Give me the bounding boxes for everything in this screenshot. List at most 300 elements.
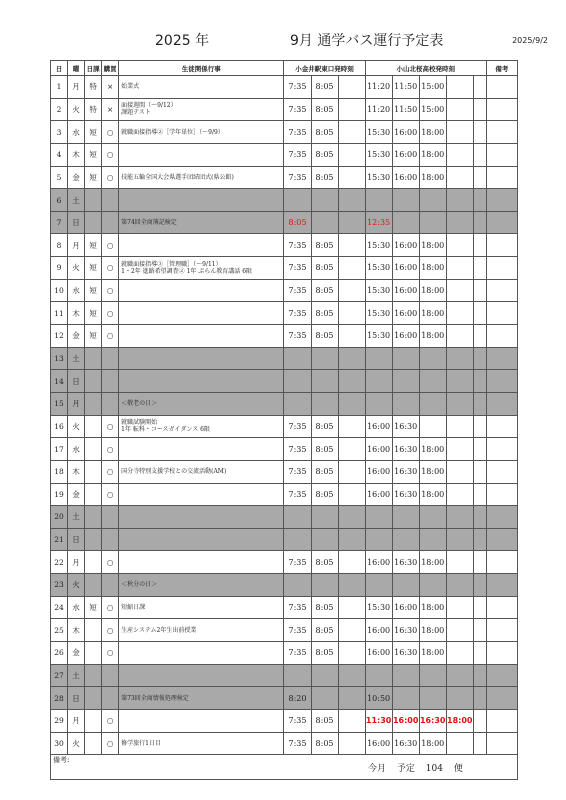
- class-type-cell: [85, 460, 102, 483]
- time-cell: [338, 574, 365, 597]
- day-cell: 26: [51, 642, 68, 665]
- class-type-cell: [85, 438, 102, 461]
- time-cell: [446, 687, 473, 710]
- time-cell: [284, 664, 311, 687]
- issue-date: 2025/9/2: [512, 36, 548, 45]
- remarks-cell: [486, 370, 517, 393]
- weekday-cell: 木: [68, 460, 85, 483]
- event-cell: 第74回全商簿記検定: [119, 211, 284, 234]
- weekday-cell: 火: [68, 415, 85, 438]
- time-cell: 11:30: [365, 709, 392, 732]
- time-cell: [473, 98, 486, 121]
- time-cell: 18:00: [419, 121, 446, 144]
- event-cell: 始業式: [119, 76, 284, 99]
- time-cell: [473, 438, 486, 461]
- time-cell: 8:05: [311, 257, 338, 280]
- class-type-cell: 短: [85, 596, 102, 619]
- lunch-cell: ○: [102, 279, 119, 302]
- time-cell: 15:30: [365, 257, 392, 280]
- time-cell: 18:00: [419, 234, 446, 257]
- time-cell: [473, 664, 486, 687]
- time-cell: 16:30: [392, 438, 419, 461]
- event-cell: [119, 483, 284, 506]
- time-cell: 18:00: [419, 551, 446, 574]
- remarks-cell: [486, 619, 517, 642]
- time-cell: 18:00: [419, 483, 446, 506]
- event-cell: 修学旅行1日目: [119, 732, 284, 755]
- weekday-cell: 木: [68, 143, 85, 166]
- time-cell: [338, 551, 365, 574]
- day-cell: 10: [51, 279, 68, 302]
- time-cell: [311, 189, 338, 212]
- weekday-cell: 木: [68, 619, 85, 642]
- lunch-cell: ○: [102, 438, 119, 461]
- time-cell: 7:35: [284, 732, 311, 755]
- time-cell: [473, 325, 486, 348]
- lunch-cell: ○: [102, 732, 119, 755]
- lunch-cell: [102, 347, 119, 370]
- time-cell: 18:00: [419, 325, 446, 348]
- day-cell: 3: [51, 121, 68, 144]
- time-cell: [284, 347, 311, 370]
- time-cell: 10:50: [365, 687, 392, 710]
- weekday-cell: 火: [68, 732, 85, 755]
- col-events: 生徒関係行事: [119, 61, 284, 76]
- lunch-cell: ○: [102, 709, 119, 732]
- event-cell: 生産システム2年生出前授業: [119, 619, 284, 642]
- lunch-cell: ○: [102, 325, 119, 348]
- event-cell: [119, 438, 284, 461]
- time-cell: 16:00: [365, 732, 392, 755]
- class-type-cell: [85, 483, 102, 506]
- time-cell: [311, 370, 338, 393]
- time-cell: [392, 189, 419, 212]
- time-cell: 18:00: [419, 166, 446, 189]
- time-cell: 18:00: [419, 302, 446, 325]
- table-row: [51, 76, 518, 99]
- time-cell: 8:05: [311, 279, 338, 302]
- time-cell: [473, 574, 486, 597]
- time-cell: 11:20: [365, 76, 392, 99]
- time-cell: 15:30: [365, 596, 392, 619]
- time-cell: 8:05: [311, 98, 338, 121]
- class-type-cell: 短: [85, 121, 102, 144]
- class-type-cell: [85, 574, 102, 597]
- time-cell: [392, 687, 419, 710]
- time-cell: [446, 415, 473, 438]
- weekday-cell: 月: [68, 551, 85, 574]
- time-cell: 8:05: [311, 551, 338, 574]
- event-cell: [119, 664, 284, 687]
- time-cell: 7:35: [284, 143, 311, 166]
- remarks-cell: [486, 438, 517, 461]
- time-cell: 16:00: [365, 415, 392, 438]
- time-cell: 7:35: [284, 257, 311, 280]
- weekday-cell: 木: [68, 302, 85, 325]
- time-cell: [446, 551, 473, 574]
- time-cell: [419, 211, 446, 234]
- time-cell: [473, 257, 486, 280]
- time-cell: 11:20: [365, 98, 392, 121]
- time-cell: [446, 98, 473, 121]
- class-type-cell: 短: [85, 325, 102, 348]
- day-cell: 30: [51, 732, 68, 755]
- day-cell: 22: [51, 551, 68, 574]
- time-cell: [365, 528, 392, 551]
- time-cell: 18:00: [419, 257, 446, 280]
- table-row: [51, 166, 518, 189]
- class-type-cell: 短: [85, 257, 102, 280]
- col-day: 日: [51, 61, 68, 76]
- time-cell: [473, 143, 486, 166]
- col-oyama: 小山北桜高校発時刻: [365, 61, 486, 76]
- time-cell: 15:30: [365, 279, 392, 302]
- time-cell: 8:05: [311, 709, 338, 732]
- trip-count: 104: [425, 764, 443, 774]
- time-cell: 12:35: [365, 211, 392, 234]
- time-cell: [392, 392, 419, 415]
- weekday-cell: 水: [68, 596, 85, 619]
- class-type-cell: [85, 687, 102, 710]
- time-cell: 16:30: [392, 415, 419, 438]
- lunch-cell: [102, 528, 119, 551]
- remarks-cell: [486, 279, 517, 302]
- time-cell: [338, 76, 365, 99]
- time-cell: 16:30: [392, 483, 419, 506]
- class-type-cell: [85, 528, 102, 551]
- time-cell: [473, 506, 486, 529]
- weekday-cell: 火: [68, 98, 85, 121]
- time-cell: [392, 528, 419, 551]
- time-cell: [311, 664, 338, 687]
- class-type-cell: 短: [85, 279, 102, 302]
- time-cell: [473, 211, 486, 234]
- time-cell: 15:00: [419, 76, 446, 99]
- time-cell: [338, 438, 365, 461]
- table-row: [51, 528, 518, 551]
- time-cell: 8:05: [311, 460, 338, 483]
- time-cell: 8:05: [311, 415, 338, 438]
- time-cell: 7:35: [284, 234, 311, 257]
- plan-label: 予定: [396, 764, 415, 774]
- time-cell: [338, 392, 365, 415]
- lunch-cell: [102, 392, 119, 415]
- lunch-cell: ×: [102, 76, 119, 99]
- table-row: [51, 483, 518, 506]
- time-cell: 15:30: [365, 302, 392, 325]
- time-cell: 18:00: [419, 438, 446, 461]
- event-cell: [119, 234, 284, 257]
- col-koganei: 小金井駅東口発時刻: [284, 61, 365, 76]
- time-cell: [338, 279, 365, 302]
- time-cell: [473, 732, 486, 755]
- time-cell: 16:00: [392, 121, 419, 144]
- time-cell: 7:35: [284, 642, 311, 665]
- time-cell: [419, 506, 446, 529]
- time-cell: 18:00: [419, 143, 446, 166]
- table-row: [51, 460, 518, 483]
- time-cell: 15:30: [365, 143, 392, 166]
- time-cell: 16:00: [392, 257, 419, 280]
- time-cell: [473, 76, 486, 99]
- time-cell: [473, 302, 486, 325]
- time-cell: [392, 370, 419, 393]
- time-cell: [392, 347, 419, 370]
- time-cell: [338, 619, 365, 642]
- time-cell: [284, 574, 311, 597]
- time-cell: [446, 121, 473, 144]
- time-cell: [338, 98, 365, 121]
- lunch-cell: ○: [102, 121, 119, 144]
- time-cell: 16:00: [365, 642, 392, 665]
- class-type-cell: [85, 732, 102, 755]
- time-cell: 8:20: [284, 687, 311, 710]
- day-cell: 19: [51, 483, 68, 506]
- weekday-cell: 土: [68, 347, 85, 370]
- total-label: 今月: [368, 764, 387, 774]
- time-cell: 7:35: [284, 438, 311, 461]
- weekday-cell: 月: [68, 234, 85, 257]
- time-cell: [338, 347, 365, 370]
- time-cell: [446, 370, 473, 393]
- table-row: [51, 347, 518, 370]
- weekday-cell: 金: [68, 642, 85, 665]
- remarks-cell: [486, 483, 517, 506]
- time-cell: 7:35: [284, 709, 311, 732]
- day-cell: 23: [51, 574, 68, 597]
- time-cell: [473, 166, 486, 189]
- time-cell: 8:05: [311, 234, 338, 257]
- day-cell: 5: [51, 166, 68, 189]
- time-cell: [446, 302, 473, 325]
- time-cell: 16:30: [392, 732, 419, 755]
- time-cell: 16:00: [392, 166, 419, 189]
- table-row: [51, 506, 518, 529]
- table-row: [51, 279, 518, 302]
- event-cell: ＜敬老の日＞: [119, 392, 284, 415]
- table-row: [51, 370, 518, 393]
- time-cell: 7:35: [284, 98, 311, 121]
- time-cell: 7:35: [284, 121, 311, 144]
- time-cell: 7:35: [284, 76, 311, 99]
- weekday-cell: 水: [68, 121, 85, 144]
- weekday-cell: 土: [68, 506, 85, 529]
- time-cell: 8:05: [311, 166, 338, 189]
- day-cell: 4: [51, 143, 68, 166]
- year-heading: 2025 年: [155, 33, 210, 49]
- weekday-cell: 火: [68, 257, 85, 280]
- time-cell: [338, 370, 365, 393]
- remarks-cell: [486, 687, 517, 710]
- time-cell: [311, 392, 338, 415]
- time-cell: [473, 551, 486, 574]
- time-cell: [311, 506, 338, 529]
- time-cell: [473, 392, 486, 415]
- time-cell: [473, 460, 486, 483]
- trip-unit: 便: [453, 764, 463, 774]
- time-cell: [365, 506, 392, 529]
- remarks-cell: [486, 234, 517, 257]
- time-cell: 16:30: [392, 619, 419, 642]
- time-cell: [419, 347, 446, 370]
- time-cell: 16:00: [392, 279, 419, 302]
- remarks-cell: [486, 325, 517, 348]
- time-cell: [365, 347, 392, 370]
- lunch-cell: ○: [102, 483, 119, 506]
- day-cell: 24: [51, 596, 68, 619]
- time-cell: 7:35: [284, 166, 311, 189]
- time-cell: 15:30: [365, 121, 392, 144]
- table-row: [51, 211, 518, 234]
- class-type-cell: [85, 370, 102, 393]
- time-cell: 15:00: [419, 98, 446, 121]
- lunch-cell: ○: [102, 234, 119, 257]
- table-row: [51, 687, 518, 710]
- event-cell: [119, 279, 284, 302]
- day-cell: 15: [51, 392, 68, 415]
- page-title: 9月 通学バス運行予定表: [290, 33, 444, 49]
- time-cell: 16:00: [392, 596, 419, 619]
- time-cell: [419, 528, 446, 551]
- time-cell: 8:05: [311, 121, 338, 144]
- time-cell: [446, 506, 473, 529]
- remarks-cell: [486, 664, 517, 687]
- time-cell: [419, 415, 446, 438]
- remarks-cell: [486, 528, 517, 551]
- time-cell: [446, 438, 473, 461]
- event-cell: 就職試験開始 1年 転科・コースガイダンス 6限: [119, 415, 284, 438]
- time-cell: 18:00: [419, 642, 446, 665]
- col-class: 日課: [85, 61, 102, 76]
- time-cell: [419, 392, 446, 415]
- remarks-cell: [486, 166, 517, 189]
- class-type-cell: [85, 619, 102, 642]
- class-type-cell: 短: [85, 166, 102, 189]
- time-cell: [446, 732, 473, 755]
- class-type-cell: 特: [85, 76, 102, 99]
- event-cell: 就職面接指導②［学年単位］（～9/9）: [119, 121, 284, 144]
- table-row: [51, 257, 518, 280]
- remarks-cell: [486, 709, 517, 732]
- time-cell: [338, 460, 365, 483]
- col-weekday: 曜: [68, 61, 85, 76]
- time-cell: [446, 392, 473, 415]
- time-cell: 16:00: [392, 143, 419, 166]
- time-cell: [419, 189, 446, 212]
- lunch-cell: [102, 189, 119, 212]
- time-cell: 18:00: [419, 732, 446, 755]
- time-cell: [284, 189, 311, 212]
- class-type-cell: 短: [85, 302, 102, 325]
- table-row: [51, 619, 518, 642]
- time-cell: [446, 166, 473, 189]
- table-row: [51, 438, 518, 461]
- lunch-cell: ×: [102, 98, 119, 121]
- time-cell: 7:35: [284, 551, 311, 574]
- table-row: [51, 415, 518, 438]
- time-cell: [311, 528, 338, 551]
- weekday-cell: 火: [68, 574, 85, 597]
- lunch-cell: [102, 370, 119, 393]
- event-cell: [119, 528, 284, 551]
- time-cell: [473, 528, 486, 551]
- day-cell: 27: [51, 664, 68, 687]
- time-cell: [473, 642, 486, 665]
- time-cell: [392, 574, 419, 597]
- time-cell: [338, 211, 365, 234]
- table-row: [51, 596, 518, 619]
- weekday-cell: 金: [68, 325, 85, 348]
- table-row: [51, 551, 518, 574]
- lunch-cell: [102, 687, 119, 710]
- remarks-footer: 備考:: [51, 755, 518, 780]
- time-cell: 16:00: [392, 709, 419, 732]
- time-cell: 7:35: [284, 302, 311, 325]
- time-cell: 15:30: [365, 234, 392, 257]
- time-cell: 16:00: [365, 551, 392, 574]
- time-cell: [473, 596, 486, 619]
- time-cell: 7:35: [284, 619, 311, 642]
- event-cell: [119, 143, 284, 166]
- remarks-cell: [486, 596, 517, 619]
- time-cell: [284, 528, 311, 551]
- time-cell: 16:30: [392, 460, 419, 483]
- time-cell: 15:30: [365, 166, 392, 189]
- class-type-cell: [85, 709, 102, 732]
- time-cell: [338, 596, 365, 619]
- remarks-cell: [486, 257, 517, 280]
- weekday-cell: 水: [68, 279, 85, 302]
- event-cell: 技能五輪全国大会県選手団結団式(県公館): [119, 166, 284, 189]
- time-cell: [284, 392, 311, 415]
- time-cell: [446, 257, 473, 280]
- time-cell: [338, 234, 365, 257]
- time-cell: [446, 619, 473, 642]
- class-type-cell: 短: [85, 234, 102, 257]
- time-cell: [311, 347, 338, 370]
- time-cell: [338, 189, 365, 212]
- time-cell: [338, 506, 365, 529]
- weekday-cell: 土: [68, 664, 85, 687]
- table-row: [51, 143, 518, 166]
- time-cell: [446, 234, 473, 257]
- day-cell: 1: [51, 76, 68, 99]
- remarks-cell: [486, 506, 517, 529]
- time-cell: [446, 528, 473, 551]
- weekday-cell: 金: [68, 483, 85, 506]
- lunch-cell: ○: [102, 415, 119, 438]
- monthly-total: [368, 761, 471, 774]
- event-cell: [119, 551, 284, 574]
- day-cell: 28: [51, 687, 68, 710]
- lunch-cell: [102, 664, 119, 687]
- class-type-cell: [85, 506, 102, 529]
- day-cell: 20: [51, 506, 68, 529]
- table-row: [51, 98, 518, 121]
- class-type-cell: 特: [85, 98, 102, 121]
- time-cell: 8:05: [311, 619, 338, 642]
- remarks-cell: [486, 143, 517, 166]
- event-cell: [119, 347, 284, 370]
- day-cell: 2: [51, 98, 68, 121]
- time-cell: [446, 664, 473, 687]
- table-row: [51, 709, 518, 732]
- time-cell: [365, 574, 392, 597]
- time-cell: 8:05: [311, 143, 338, 166]
- time-cell: 7:35: [284, 483, 311, 506]
- time-cell: 8:05: [311, 732, 338, 755]
- time-cell: 16:00: [365, 460, 392, 483]
